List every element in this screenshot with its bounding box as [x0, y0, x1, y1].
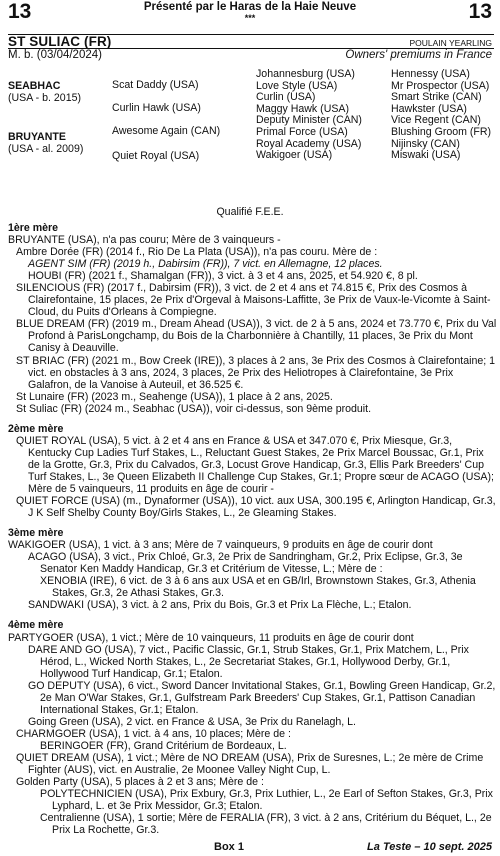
horse-name: ST SULIAC (FR): [8, 34, 112, 49]
gen4-entry: Vice Regent (CAN): [391, 114, 481, 127]
gen4-entry: Mr Prospector (USA): [391, 79, 490, 92]
gen3-entry: Deputy Minister (CAN): [256, 114, 362, 127]
owners-premiums-note: Owners' premiums in France: [345, 49, 492, 61]
gen2-entry: Scat Daddy (USA): [112, 79, 199, 91]
gen3-entry: Wakigoer (USA): [256, 149, 333, 162]
gen3-entry: Maggy Hawk (USA): [256, 102, 350, 115]
horse-type: POULAIN YEARLING: [409, 38, 492, 48]
qualification-note: Qualifié F.E.E.: [216, 206, 284, 218]
gen3-entry: Johannesburg (USA): [256, 68, 355, 80]
stars-line: ***: [244, 13, 256, 23]
second-dam-heading: 2ème mère: [8, 422, 64, 435]
family-line: St Suliac (FR) (2024 m., Seabhac (USA)), voir ci-dessus, son 9ème produit.: [16, 402, 372, 415]
box-number: Box 1: [214, 841, 244, 853]
gen4-entry: Nijinsky (CAN): [391, 137, 460, 150]
family-line: PARTYGOER (USA), 1 vict.; Mère de 10 vainqueurs, 11 produits en âge de courir dont: [8, 631, 414, 644]
family-line: DARE AND GO (USA), 7 vict., Pacific Classic, Gr.1, Strub Stakes, Gr.1, Prix Matchem, L., Prix Hérod, L., Wicked North Stakes, L., 2e Secretariat Stakes, Gr.1, Hollywood Derby, Gr.1, Hollywood Turf Handicap, Gr.1; Etalon.: [28, 643, 469, 680]
family-notes: [8, 222, 498, 836]
pedigree-dam: [8, 132, 83, 155]
presenter-line: Présenté par le Haras de la Haie Neuve: [143, 1, 357, 13]
dam-info: (USA - al. 2009): [8, 142, 84, 155]
sire-name: SEABHAC: [8, 80, 61, 92]
pedigree-gen4: [391, 69, 491, 162]
gen3-entry: Royal Academy (USA): [256, 137, 362, 150]
third-dam-heading: 3ème mère: [8, 527, 64, 540]
pedigree-table: [8, 69, 498, 197]
family-line: CHARMGOER (USA), 1 vict. à 4 ans, 10 places; Mère de :: [16, 727, 291, 740]
family-line: SANDWAKI (USA), 3 vict. à 2 ans, Prix du Bois, Gr.3 et Prix La Flèche, L.; Etalon.: [28, 599, 412, 612]
gen4-entry: Blushing Groom (FR): [391, 125, 492, 138]
gen4-entry: Hennessy (USA): [391, 68, 470, 80]
family-line: QUIET DREAM (USA), 1 vict.; Mère de NO DREAM (USA), Prix de Suresnes, L.; 2e mère de Crime Fighter (AUS), vict. en Australie, 2e Moonee Valley Night Cup, L.: [16, 751, 484, 777]
gen4-entry: Miswaki (USA): [391, 149, 461, 162]
gen3-entry: Primal Force (USA): [256, 125, 348, 138]
family-line: ACAGO (USA), 3 vict., Prix Chloé, Gr.3, 2e Prix de Sandringham, Gr.2, Prix Eclipse, Gr.3, 3e Senator Ken Maddy Handicap, Gr.3 et Critérium de Vitesse, L.; Mère de :: [28, 551, 463, 576]
family-line: QUIET FORCE (USA) (m., Dynaformer (USA)), 10 vict. aux USA, 300.195 €, Arlington Handicap, Gr.3, J K Self Shelby County Boy/Girls Stakes, L., 2e Gleaming Stakes.: [16, 495, 496, 520]
page-header: [0, 0, 500, 34]
horse-birth: M. b. (03/04/2024): [8, 49, 102, 61]
sale-venue-date: La Teste – 10 sept. 2025: [367, 841, 492, 853]
pedigree-sire: [8, 81, 81, 104]
lot-number-left: 13: [8, 0, 32, 23]
family-line: WAKIGOER (USA), 1 vict. à 3 ans; Mère de 7 vainqueurs, 9 produits en âge de courir dont: [8, 539, 433, 552]
pedigree-gen3: [256, 69, 362, 162]
lot-number-right: 13: [468, 0, 492, 23]
family-line: St Lunaire (FR) (2023 m., Seahenge (USA)), 1 place à 2 ans, 2025.: [16, 390, 333, 403]
family-line: POLYTECHNICIEN (USA), Prix Exbury, Gr.3, Prix Luthier, L., 2e Earl of Sefton Stakes, Gr.3, Prix Lyphard, L. et 3e Prix Messidor, Gr.3; Etalon.: [40, 788, 493, 813]
family-line: Centralienne (USA), 1 sortie; Mère de FERALIA (FR), 3 vict. à 2 ans, Critérium du Béquet, L., 2e Prix La Rochette, Gr.3.: [40, 812, 492, 837]
gen2-entry: Awesome Again (CAN): [112, 125, 221, 137]
first-dam-heading: 1ère mère: [8, 222, 59, 234]
gen3-entry: Love Style (USA): [256, 79, 338, 92]
dam-name: BRUYANTE: [8, 131, 66, 143]
family-line: BRUYANTE (USA), n'a pas couru; Mère de 3 vainqueurs -: [8, 234, 281, 247]
family-line: Going Green (USA), 2 vict. en France & USA, 3e Prix du Ranelagh, L.: [28, 715, 356, 728]
family-line: BLUE DREAM (FR) (2019 m., Dream Ahead (USA)), 3 vict. de 2 à 5 ans, 2024 et 73.770 €, Prix du Val Profond à ParisLongchamp, du Bois de la Charbonnière à Chantilly, 11 places, 3e Prix du Mont Canisy à Deauville.: [16, 318, 497, 355]
family-line: AGENT SIM (FR) (2019 h., Dabirsim (FR)), 7 vict. en Allemagne, 12 places.: [28, 258, 383, 271]
family-line: ST BRIAC (FR) (2021 m., Bow Creek (IRE)), 3 places à 2 ans, 3e Prix des Cosmos à Clairefontaine; 1 vict. en obstacles à 3 ans, 2024, 3 places, 2e Prix des Heliotropes à Clairefontaine, 3e Prix Galafron, de la Vanoise à Auteuil, et 36.525 €.: [16, 354, 496, 391]
gen3-entry: Curlin (USA): [256, 91, 316, 104]
gen2-entry: Curlin Hawk (USA): [112, 102, 201, 114]
family-line: Golden Party (USA), 5 places à 2 et 3 ans; Mère de :: [16, 776, 264, 789]
family-line: Ambre Dorée (FR) (2014 f., Rio De La Plata (USA)), n'a pas couru. Mère de :: [16, 246, 378, 259]
gen4-entry: Smart Strike (CAN): [391, 91, 482, 104]
family-line: GO DEPUTY (USA), 6 vict., Sword Dancer Invitational Stakes, Gr.1, Bowling Green Handicap, Gr.2, 2e Man O'War Stakes, Gr.1, Gulfstream Park Breeders' Cup Stakes, Gr.1, Pattison Canadian International Stakes, Gr.1; Etalon.: [28, 679, 496, 716]
fourth-dam-heading: 4ème mère: [8, 619, 64, 632]
gen4-entry: Hawkster (USA): [391, 102, 467, 115]
family-line: QUIET ROYAL (USA), 5 vict. à 2 et 4 ans en France & USA et 347.070 €, Prix Miesque, Gr.3, Kentucky Cup Ladies Turf Stakes, L., Reluctant Guest Stakes, 2e Prix Marcel Boussac, Gr.1, Prix de la Grotte, Gr.3, Prix du Calvados, Gr.3, Locust Grove Handicap, Gr.3, Ellis Park Breeders' Cup Turf Stakes, L., 3e Queen Elizabeth II Challenge Cup Stakes, Gr.1; Propre sœur de ACAGO (USA); Mère de 5 vainqueurs, 11 produits en âge de courir -: [16, 434, 494, 495]
sire-info: (USA - b. 2015): [8, 91, 82, 104]
family-line: XENOBIA (IRE), 6 vict. de 3 à 6 ans aux USA et en GB/Irl, Brownstown Stakes, Gr.3, Athenia Stakes, Gr.3, 2e Athasi Stakes, Gr.3.: [40, 575, 476, 600]
family-line: BERINGOER (FR), Grand Critérium de Bordeaux, L.: [40, 739, 287, 752]
gen2-entry: Quiet Royal (USA): [112, 150, 200, 162]
family-line: HOUBI (FR) (2021 f., Shamalgan (FR)), 3 vict. à 3 et 4 ans, 2025, et 54.920 €, 8 pl.: [28, 270, 418, 283]
family-line: SILENCIOUS (FR) (2017 f., Dabirsim (FR)), 3 vict. de 2 et 4 ans et 74.815 €, Prix des Cosmos à Clairefontaine, 15 places, 2e Prix d'Orgeval à Maisons-Laffitte, 3e Prix de Vaux-le-Vicomte à Saint-Cloud, du Puits d'Orleans à Compiegne.: [16, 282, 491, 319]
